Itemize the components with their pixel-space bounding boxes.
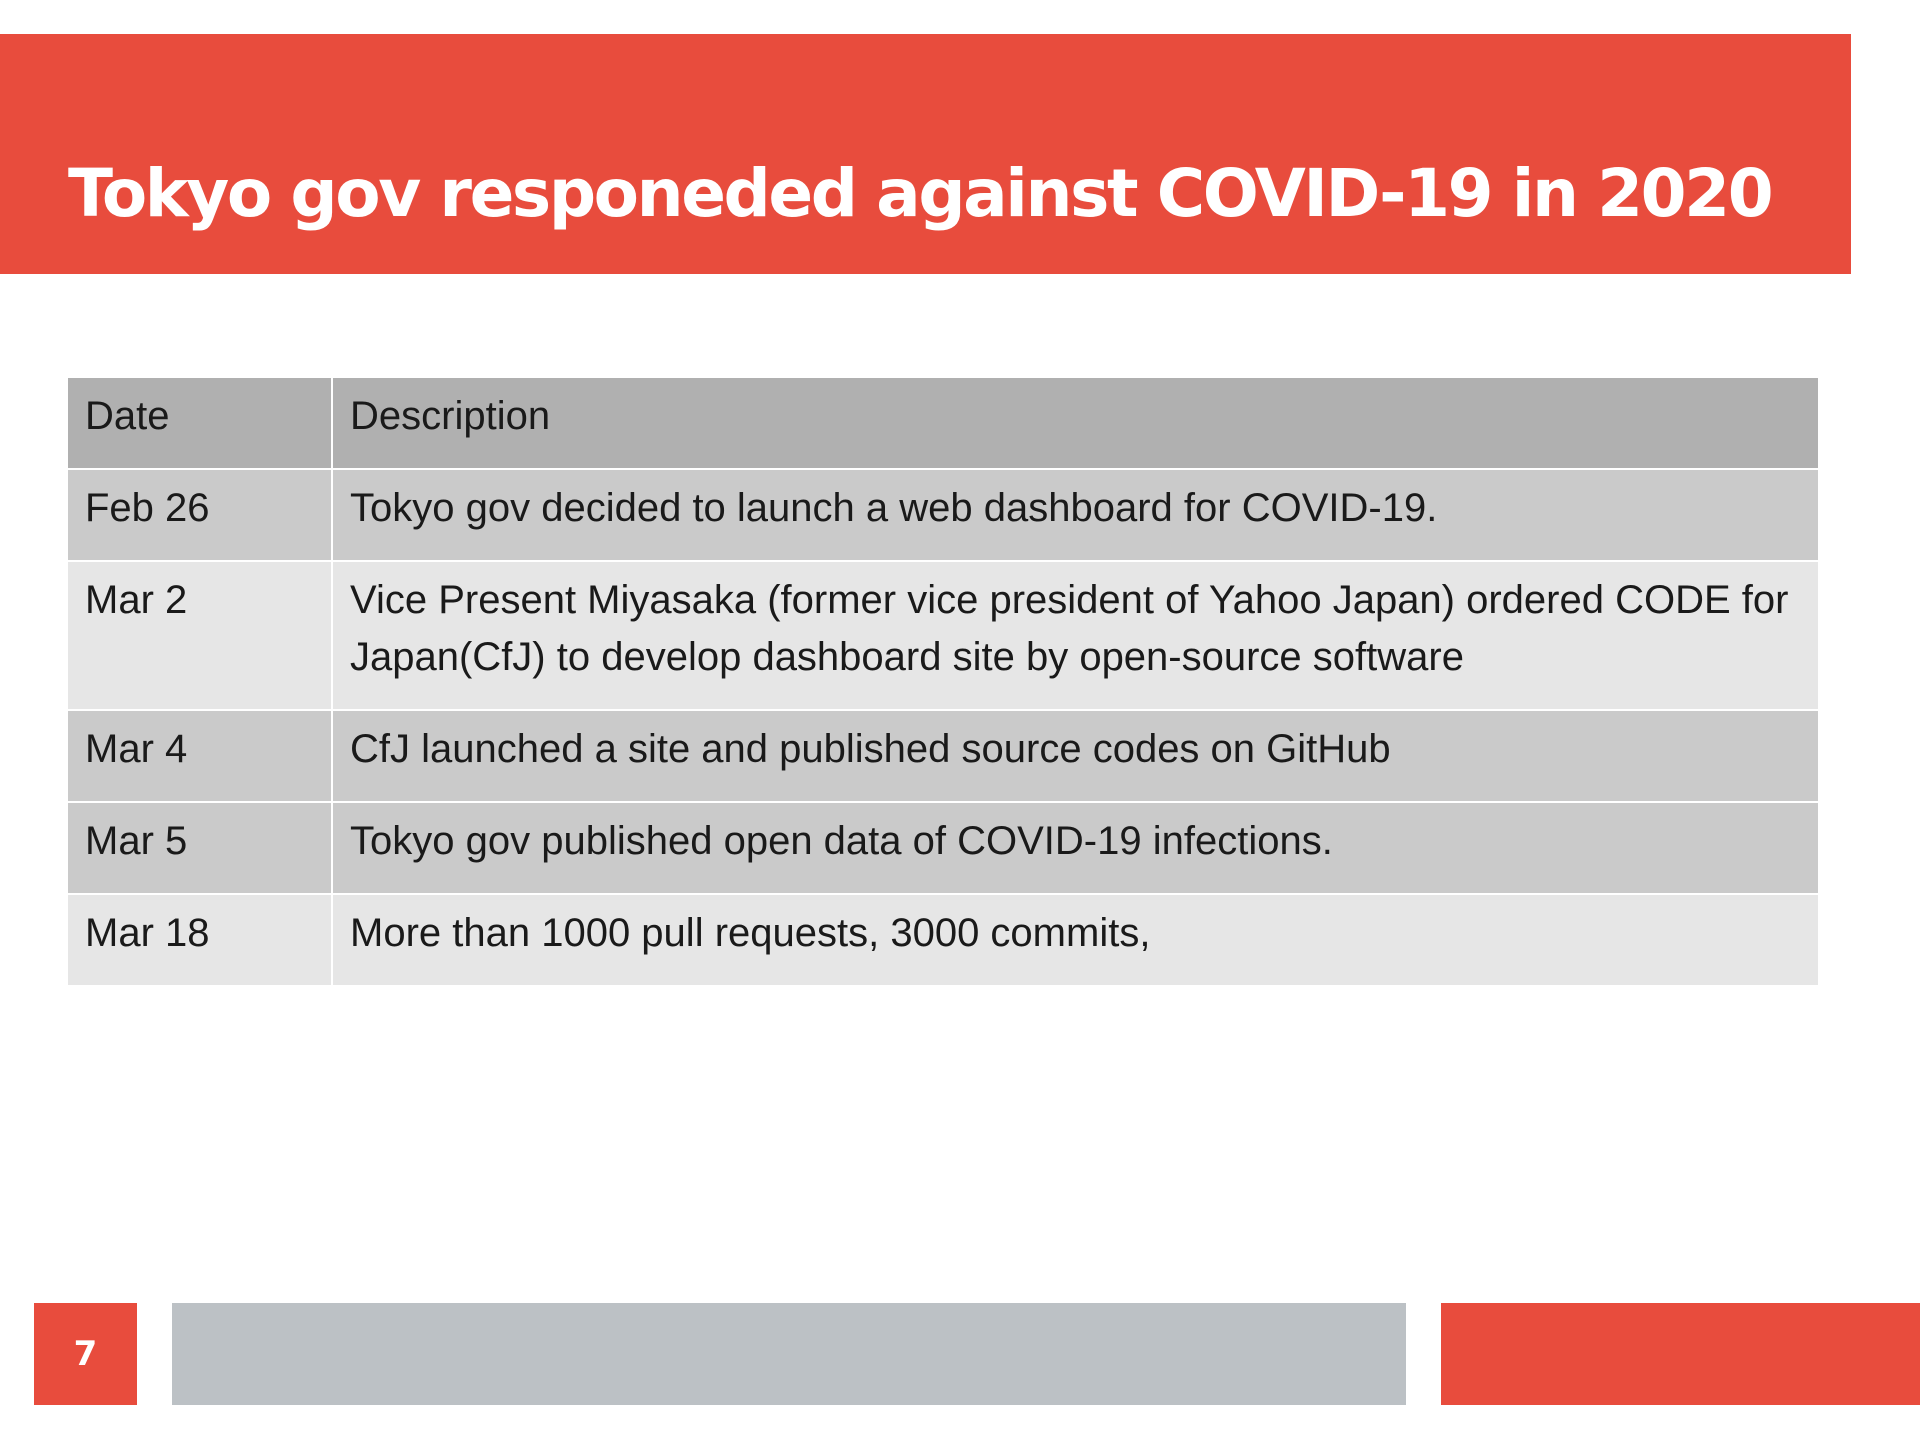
table-row (68, 894, 1818, 986)
row-description: More than 1000 pull requests, 3000 commits, (332, 894, 1818, 986)
header-date: Date (68, 378, 332, 469)
row-date: Mar 5 (68, 802, 332, 894)
row-date: Feb 26 (68, 469, 332, 561)
row-description: Tokyo gov published open data of COVID-19 infections. (332, 802, 1818, 894)
row-description: CfJ launched a site and published source codes on GitHub (332, 710, 1818, 802)
table-row (68, 469, 1818, 561)
footer-gray-bar (172, 1303, 1406, 1405)
row-date: Mar 4 (68, 710, 332, 802)
page-number-badge (34, 1303, 137, 1405)
table-row (68, 802, 1818, 894)
row-description: Tokyo gov decided to launch a web dashboard for COVID-19. (332, 469, 1818, 561)
row-date: Mar 2 (68, 561, 332, 710)
table-header-row (68, 378, 1818, 469)
footer-red-bar (1441, 1303, 1920, 1405)
page-number: 7 (73, 1334, 98, 1374)
slide-title: Tokyo gov responeded against COVID-19 in 2020 (68, 155, 1772, 232)
header-description: Description (332, 378, 1818, 469)
table-row (68, 561, 1818, 710)
timeline-table (68, 378, 1818, 987)
row-date: Mar 18 (68, 894, 332, 986)
row-description: Vice Present Miyasaka (former vice president of Yahoo Japan) ordered CODE for Japan(CfJ) to develop dashboard site by open-source software (332, 561, 1818, 710)
table-row (68, 710, 1818, 802)
